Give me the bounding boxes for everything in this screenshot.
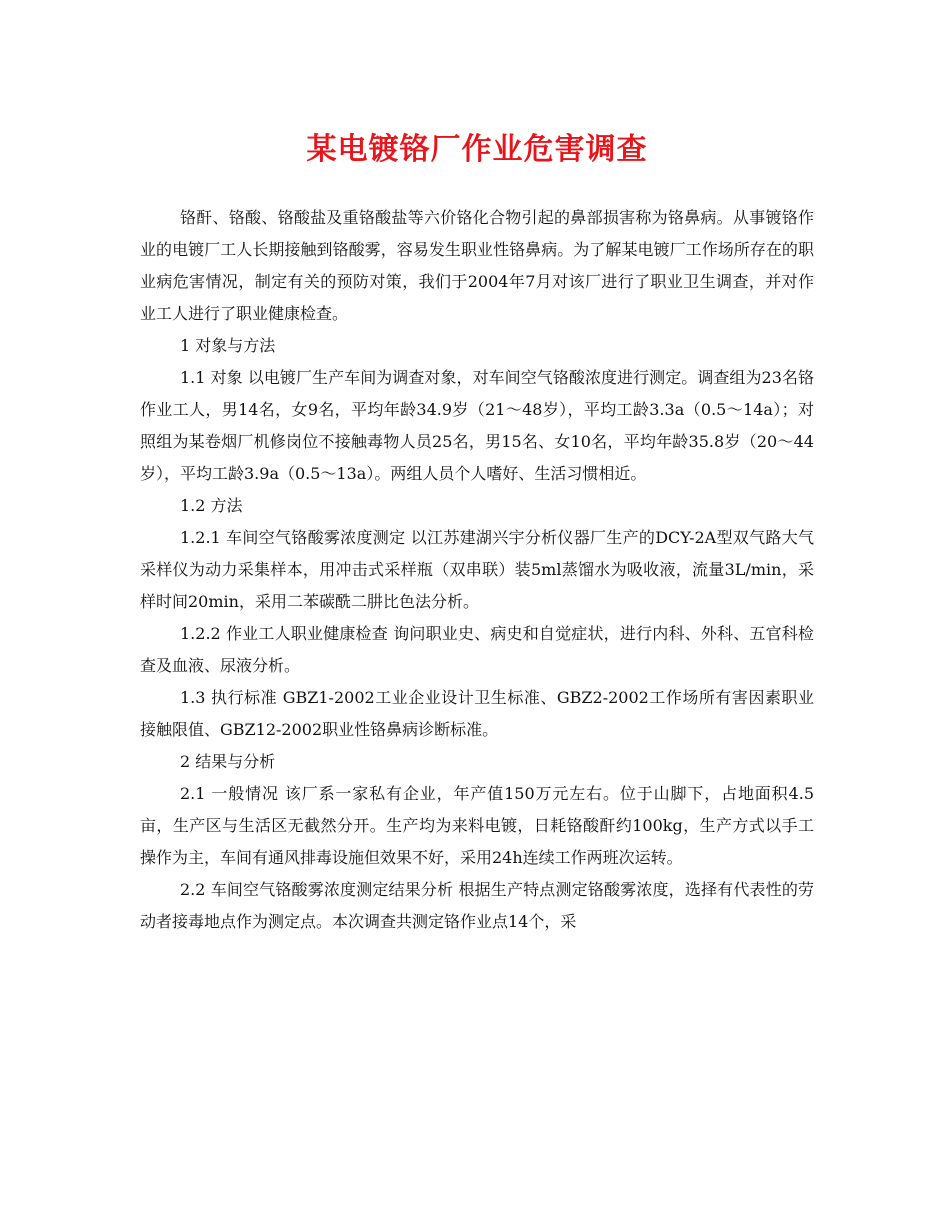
section-heading-2: 2 结果与分析: [180, 752, 276, 771]
paragraph-1-2-1: 1.2.1 车间空气铬酸雾浓度测定 以江苏建湖兴宇分析仪器厂生产的DCY-2A型双气路大气采样仪为动力采集样本，用冲击式采样瓶（双串联）装5ml蒸馏水为吸收液，流量3L/min，采样时间20min，采用二苯碳酰二肼比色法分析。: [140, 528, 814, 611]
document-title: 某电镀铬厂作业危害调查: [306, 132, 648, 167]
section-heading-1: 1 对象与方法: [180, 336, 276, 355]
paragraph-1-1: 1.1 对象 以电镀厂生产车间为调查对象，对车间空气铬酸浓度进行测定。调查组为23名铬作业工人，男14名，女9名，平均年龄34.9岁（21～48岁），平均工龄3.3a（0.5～14a）；对照组为某卷烟厂机修岗位不接触毒物人员25名，男15名、女10名，平均年龄35.8岁（20～44岁），平均工龄3.9a（0.5～13a）。两组人员个人嗜好、生活习惯相近。: [140, 368, 814, 483]
paragraph-1-2-2: 1.2.2 作业工人职业健康检查 询问职业史、病史和自觉症状，进行内科、外科、五官科检查及血液、尿液分析。: [140, 624, 814, 675]
paragraph-1-3: 1.3 执行标准 GBZ1-2002工业企业设计卫生标准、GBZ2-2002工作场所有害因素职业接触限值、GBZ12-2002职业性铬鼻病诊断标准。: [140, 688, 814, 739]
subsection-heading-1-2: 1.2 方法: [180, 496, 243, 515]
paragraph-intro: 铬酐、铬酸、铬酸盐及重铬酸盐等六价铬化合物引起的鼻部损害称为铬鼻病。从事镀铬作业的电镀厂工人长期接触到铬酸雾，容易发生职业性铬鼻病。为了解某电镀厂工作场所存在的职业病危害情况，制定有关的预防对策，我们于2004年7月对该厂进行了职业卫生调查，并对作业工人进行了职业健康检查。: [140, 208, 814, 323]
paragraph-2-1: 2.1 一般情况 该厂系一家私有企业，年产值150万元左右。位于山脚下，占地面积4.5亩，生产区与生活区无截然分开。生产均为来料电镀，日耗铬酸酐约100kg，生产方式以手工操作为主，车间有通风排毒设施但效果不好，采用24h连续工作两班次运转。: [140, 784, 814, 867]
paragraph-2-2: 2.2 车间空气铬酸雾浓度测定结果分析 根据生产特点测定铬酸雾浓度，选择有代表性的劳动者接毒地点作为测定点。本次调查共测定铬作业点14个，采: [140, 880, 814, 931]
document-body: [140, 202, 814, 938]
